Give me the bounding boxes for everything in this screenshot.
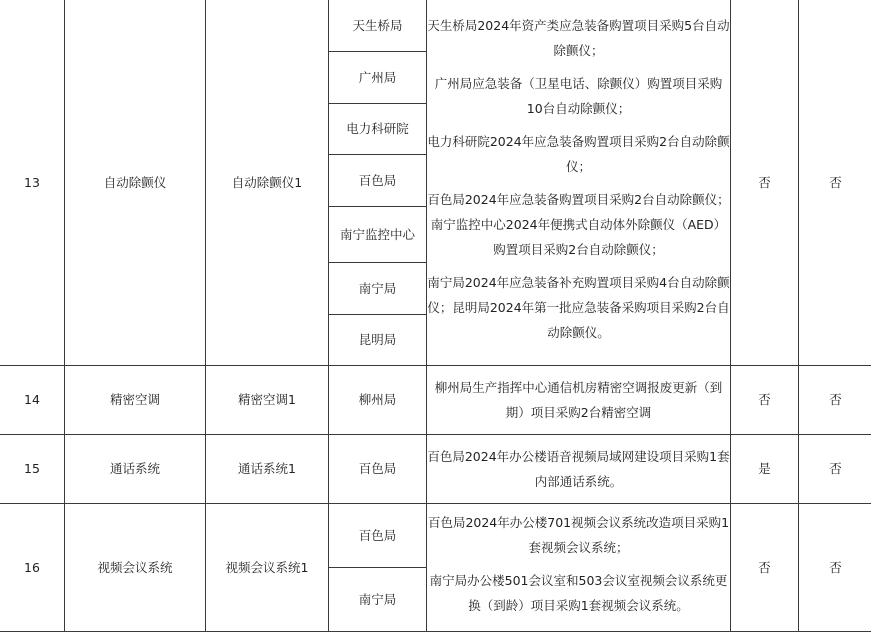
package-name: 精密空调1 [206,366,329,435]
project-description [427,504,731,632]
table-row [0,435,871,504]
flag-a: 否 [731,0,799,366]
description-paragraph: 天生桥局2024年资产类应急装备购置项目采购5台自动除颤仪； [427,13,730,63]
description-paragraph: 广州局应急装备（卫星电话、除颤仪）购置项目采购10台自动除颤仪； [427,71,730,121]
row-number: 16 [0,504,65,632]
unit-cell: 百色局 [329,155,427,207]
flag-b: 否 [799,366,871,435]
item-name: 通话系统 [65,435,206,504]
table-row [0,0,871,52]
flag-a: 是 [731,435,799,504]
unit-cell: 柳州局 [329,366,427,435]
project-description [427,0,731,366]
row-number: 13 [0,0,65,366]
description-paragraph: 南宁局办公楼501会议室和503会议室视频会议系统更换（到龄）项目采购1套视频会议系统。 [427,568,730,618]
row-number: 14 [0,366,65,435]
unit-cell: 南宁监控中心 [329,207,427,263]
flag-a: 否 [731,366,799,435]
item-name: 视频会议系统 [65,504,206,632]
description-paragraph: 百色局2024年办公楼701视频会议系统改造项目采购1套视频会议系统； [427,510,730,560]
project-description [427,366,731,435]
item-name: 自动除颤仪 [65,0,206,366]
flag-b: 否 [799,435,871,504]
package-name: 自动除颤仪1 [206,0,329,366]
unit-cell: 电力科研院 [329,104,427,155]
description-paragraph: 电力科研院2024年应急装备购置项目采购2台自动除颤仪； [427,129,730,179]
unit-cell: 昆明局 [329,315,427,366]
unit-cell: 百色局 [329,435,427,504]
description-paragraph: 百色局2024年应急装备购置项目采购2台自动除颤仪；南宁监控中心2024年便携式自动体外除颤仪（AED）购置项目采购2台自动除颤仪； [427,187,730,262]
row-number: 15 [0,435,65,504]
project-description [427,435,731,504]
table-row [0,504,871,568]
unit-cell: 南宁局 [329,568,427,632]
description-paragraph: 南宁局2024年应急装备补充购置项目采购4台自动除颤仪；昆明局2024年第一批应急装备采购项目采购2台自动除颤仪。 [427,270,730,345]
unit-cell: 天生桥局 [329,0,427,52]
item-name: 精密空调 [65,366,206,435]
flag-a: 否 [731,504,799,632]
unit-cell: 南宁局 [329,263,427,315]
package-name: 视频会议系统1 [206,504,329,632]
unit-cell: 百色局 [329,504,427,568]
description-paragraph: 柳州局生产指挥中心通信机房精密空调报废更新（到期）项目采购2台精密空调 [427,375,730,425]
package-name: 通话系统1 [206,435,329,504]
flag-b: 否 [799,0,871,366]
flag-b: 否 [799,504,871,632]
description-paragraph: 百色局2024年办公楼语音视频局域网建设项目采购1套内部通话系统。 [427,444,730,494]
unit-cell: 广州局 [329,52,427,104]
table-row [0,366,871,435]
